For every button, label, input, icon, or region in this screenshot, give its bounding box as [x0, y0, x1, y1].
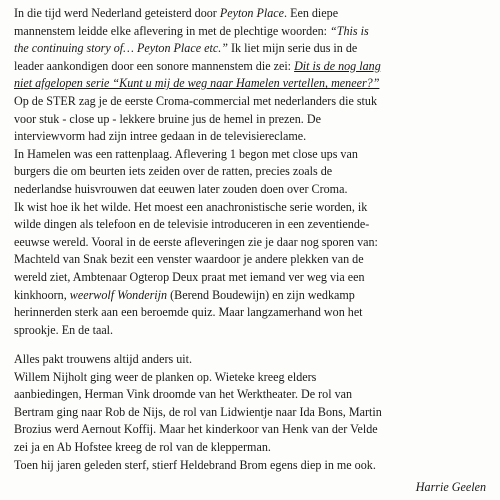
text-run: the continuing story of… Peyton Place etc.”	[14, 41, 228, 56]
text-line	[14, 40, 494, 58]
text-run: burgers die om beurten iets zeiden over de ratten, precies zoals de	[14, 164, 333, 179]
text-line	[14, 23, 494, 41]
text-run: zei ja en Ab Hofstee kreeg de rol van de klepperman.	[14, 439, 271, 454]
paragraph-2	[14, 351, 494, 474]
text-line	[14, 58, 494, 76]
text-run: Ik wist hoe ik het wilde. Het moest een anachronistische serie worden, ik	[14, 199, 368, 214]
text-line	[14, 386, 494, 404]
text-run: Ik liet mijn serie dus in de	[227, 41, 358, 56]
text-line	[14, 128, 494, 146]
text-line	[14, 111, 494, 129]
text-run: Brozius werd Aernout Koffij. Maar het kinderkoor van Henk van der Velde	[14, 422, 378, 437]
text-line	[14, 146, 494, 164]
text-run: wilde dingen als telefoon en de televisie introduceren in een zeventiende-	[14, 217, 370, 232]
paragraph-1	[14, 5, 494, 339]
author-signature: Harrie Geelen	[415, 480, 486, 494]
text-run: weerwolf Wonderijn	[69, 287, 168, 302]
text-run: interviewvorm had zijn intree gedaan in de televisiereclame.	[14, 129, 307, 144]
text-line	[14, 322, 494, 340]
text-run: wereld ziet, Ambtenaar Ogterop Deux praat met iemand ver weg via een	[14, 269, 365, 284]
text-line	[14, 351, 494, 369]
text-run: Machteld van Snak bezit een venster waardoor je andere plekken van de	[14, 252, 364, 267]
text-run: . Een diepe	[284, 6, 339, 20]
text-line	[14, 304, 494, 322]
text-run: Willem Nijholt ging weer de planken op. Wieteke kreeg elders	[14, 369, 317, 384]
text-run: Toen hij jaren geleden sterf, stierf Heldebrand Brom egens diep in me ook.	[14, 457, 376, 472]
text-run: Alles pakt trouwens altijd anders uit.	[14, 352, 193, 366]
text-run: nederlandse huisvrouwen dat eeuwen later zouden doen over Croma.	[14, 181, 348, 196]
text-line	[14, 269, 494, 287]
text-line	[14, 199, 494, 217]
text-line	[14, 93, 494, 111]
text-run: In die tijd werd Nederland geteisterd door	[14, 6, 220, 20]
text-run: In Hamelen was een rattenplaag. Aflevering 1 begon met close ups van	[14, 146, 358, 161]
text-run: Op de STER zag je de eerste Croma-commercial met nederlanders die stuk	[14, 93, 378, 108]
text-run: Peyton Place	[219, 6, 285, 20]
text-run: “This is	[330, 23, 369, 38]
text-run: kinkhoorn,	[14, 287, 70, 302]
text-line	[14, 287, 494, 305]
text-line	[14, 234, 494, 252]
text-line	[14, 163, 494, 181]
text-run: Dit is de nog lang	[294, 58, 381, 73]
text-run: leader aankondigen door een sonore mannenstem die zei:	[14, 58, 295, 73]
text-run: Bertram ging naar Rob de Nijs, de rol van Lidwientje naar Ida Bons, Martin	[14, 404, 382, 419]
text-run: mannenstem leidde elke aflevering in met de plechtige woorden:	[14, 23, 331, 38]
text-line	[14, 457, 494, 475]
text-run: voor stuk - close up - lekkere bruine jus de hemel in prezen. De	[14, 111, 321, 126]
text-line	[14, 181, 494, 199]
text-run: herinnerden sterk aan een beroemde quiz. Maar langzamerhand won het	[14, 305, 363, 320]
text-run: sprookje. En de taal.	[14, 322, 114, 337]
text-run: niet afgelopen serie “Kunt u mij de weg naar Hamelen vertellen, meneer?”	[14, 76, 380, 91]
text-run: (Berend Boudewijn) en zijn wedkamp	[167, 287, 355, 302]
text-line	[14, 75, 494, 93]
text-line	[14, 369, 494, 387]
text-line	[14, 439, 494, 457]
text-line	[14, 251, 494, 269]
text-line	[14, 216, 494, 234]
text-run: eeuwse wereld. Vooral in de eerste afleveringen zie je daar nog sporen van:	[14, 234, 378, 249]
text-line	[14, 5, 494, 23]
text-line	[14, 421, 494, 439]
text-run: aanbiedingen, Herman Vink droomde van het Werktheater. De rol van	[14, 387, 353, 402]
text-line	[14, 404, 494, 422]
